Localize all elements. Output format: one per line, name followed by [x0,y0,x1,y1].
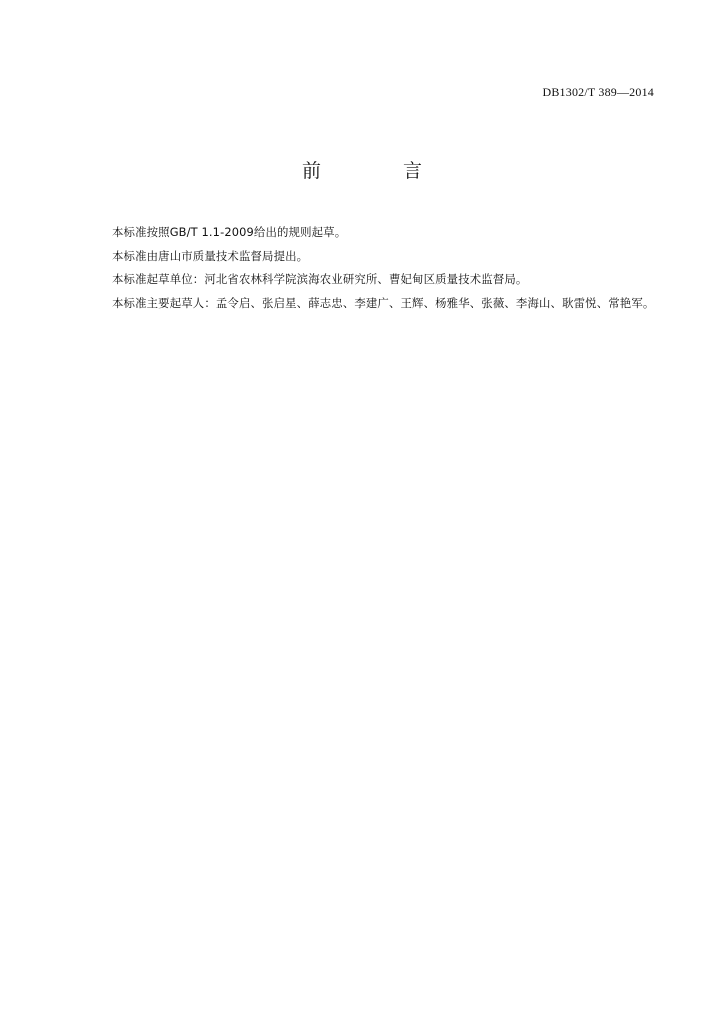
paragraph-main-drafters: 本标准主要起草人：孟令启、张启星、薛志忠、李建广、王辉、杨雅华、张薇、李海山、耿雷悦、常艳军。 [112,295,655,310]
paragraph-proposed-by: 本标准由唐山市质量技术监督局提出。 [112,248,309,263]
paragraph-drafting-rules: 本标准按照GB/T 1.1-2009给出的规则起草。 [112,225,347,239]
foreword-body [88,221,660,315]
paragraph-drafting-units: 本标准起草单位：河北省农林科学院滨海农业研究所、曹妃甸区质量技术监督局。 [112,272,528,286]
page-title: 前 言 [301,160,461,182]
standard-code: DB1302/T 389—2014 [542,85,654,99]
